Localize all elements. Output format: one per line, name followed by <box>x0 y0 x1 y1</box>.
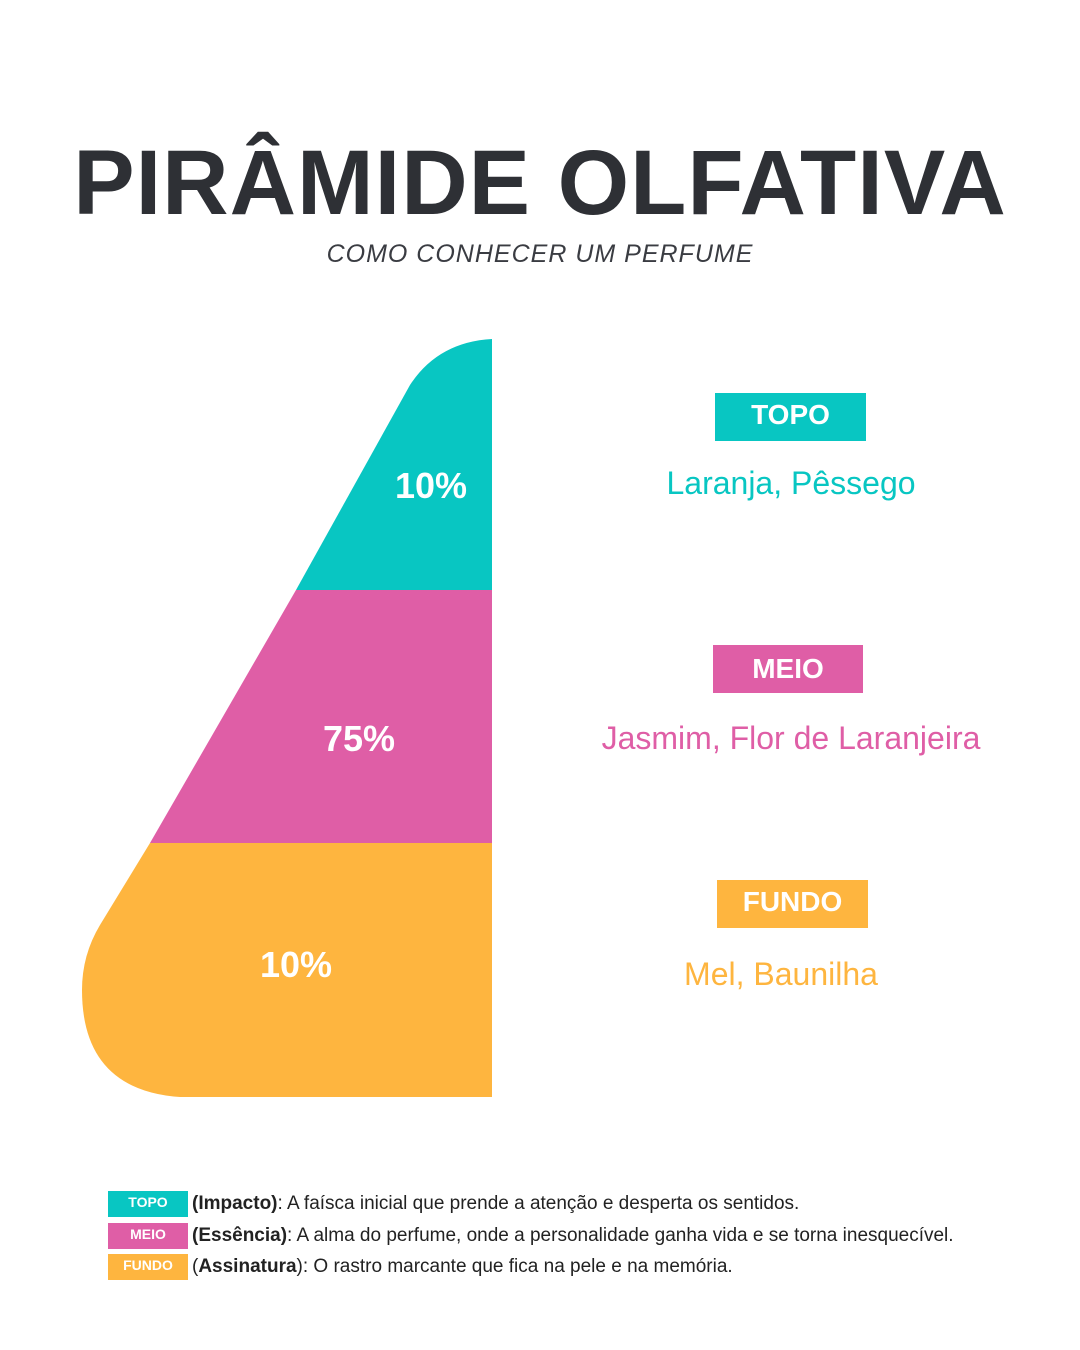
meio-badge: MEIO <box>713 645 863 693</box>
fundo-percent: 10% <box>259 944 333 985</box>
legend-row-fundo <box>108 1254 733 1280</box>
topo-badge: TOPO <box>715 393 866 441</box>
legend-row-topo <box>108 1191 799 1217</box>
page-title: PIRÂMIDE OLFATIVA <box>73 132 1007 234</box>
fundo-notes: Mel, Baunilha <box>684 956 878 992</box>
legend-chip-meio: MEIO <box>108 1223 188 1249</box>
legend-pre: ( <box>192 1256 199 1277</box>
legend-row-meio <box>108 1223 954 1249</box>
legend-desc-topo: : A faísca inicial que prende a atenção e desperta os sentidos. <box>277 1193 800 1214</box>
meio-notes: Jasmim, Flor de Laranjeira <box>601 720 981 756</box>
legend-chip-fundo: FUNDO <box>108 1254 188 1280</box>
legend-post: ) <box>296 1256 303 1277</box>
legend-chip-topo: TOPO <box>108 1191 188 1217</box>
legend-key-fundo: Assinatura <box>198 1256 297 1277</box>
topo-notes: Laranja, Pêssego <box>666 465 916 501</box>
legend-desc-meio: : A alma do perfume, onde a personalidade ganha vida e se torna inesquecível. <box>287 1225 954 1246</box>
legend-desc-fundo: : O rastro marcante que fica na pele e na memória. <box>302 1256 733 1277</box>
legend-key-meio: (Essência) <box>192 1225 288 1246</box>
fundo-badge: FUNDO <box>717 880 868 928</box>
pyramid-middle-segment <box>150 590 492 843</box>
legend-key-topo: (Impacto) <box>192 1193 278 1214</box>
topo-percent: 10% <box>394 465 468 506</box>
page-subtitle: COMO CONHECER UM PERFUME <box>326 240 754 268</box>
meio-percent: 75% <box>322 718 396 759</box>
